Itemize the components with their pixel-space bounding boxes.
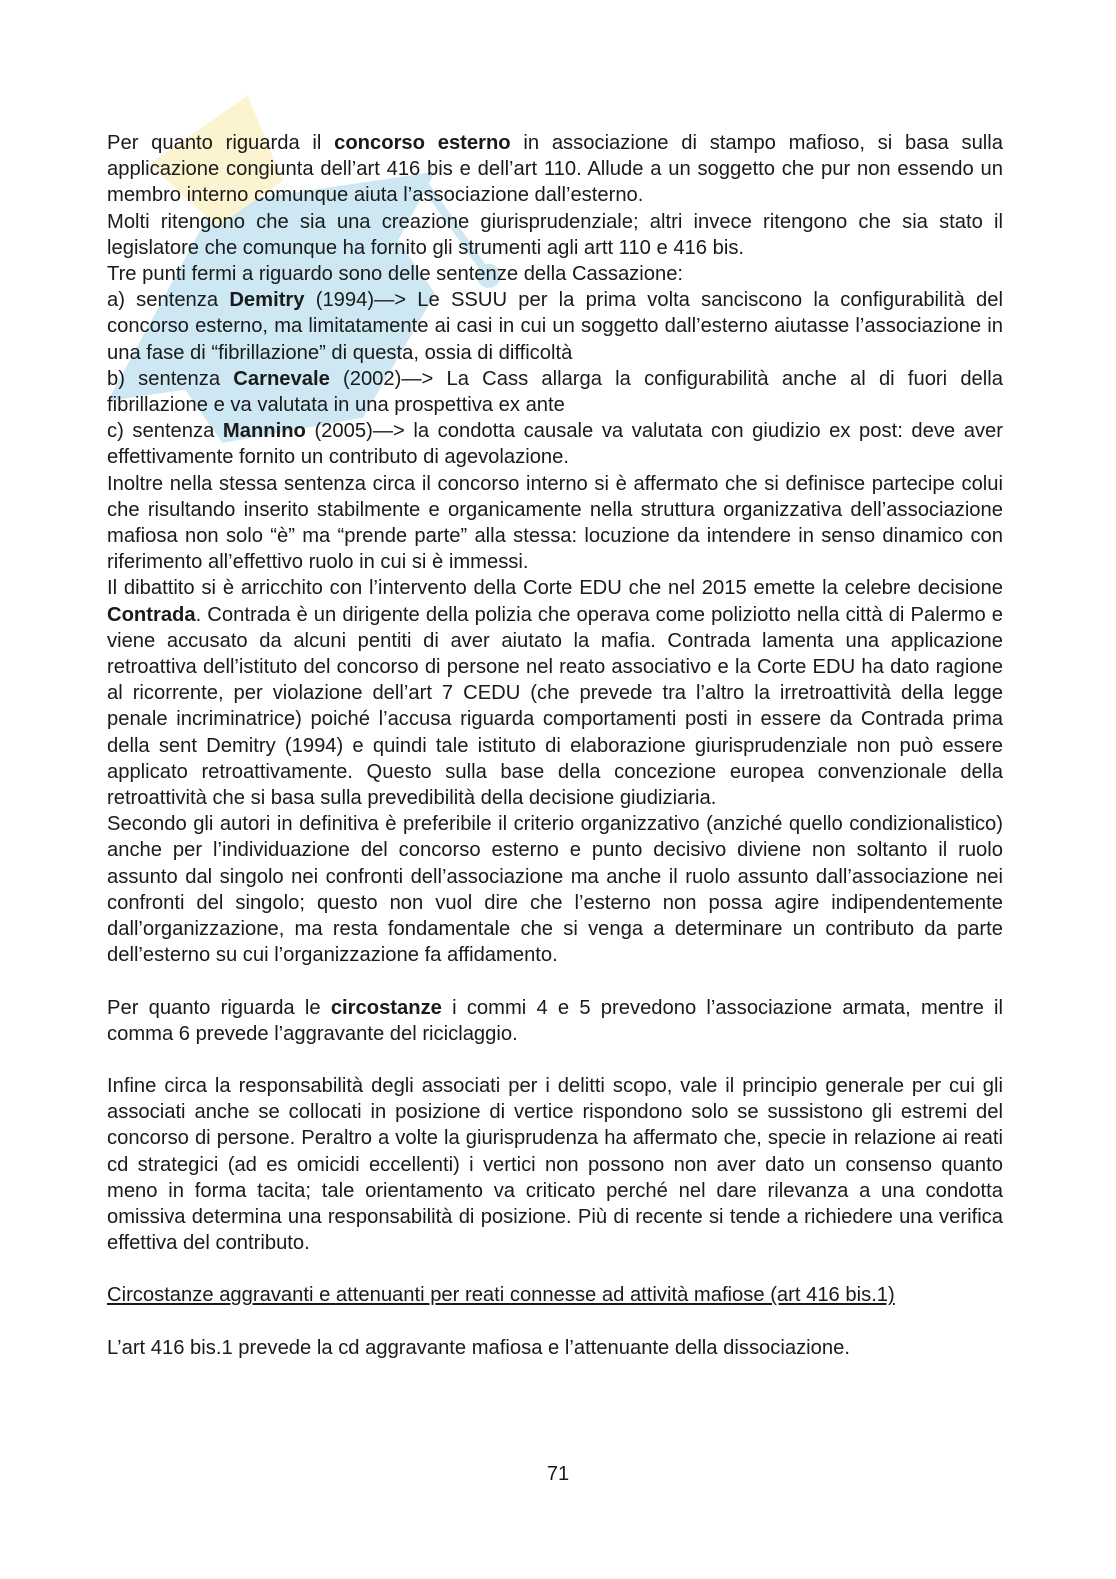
paragraph — [107, 366, 1003, 418]
bold-term: circostanze — [330, 996, 442, 1019]
text-run: Molti ritengono che sia una creazione giurisprudenziale; altri invece ritengono che sia stato il legislatore che comunque ha fornito gli strumenti agli artt 110 e 416 bis. — [107, 210, 1003, 259]
text-run: (2005)—> la condotta causale va valutata con giudizio ex post: deve aver effettivamente fornito un contributo di agevolazione. — [107, 420, 1004, 469]
text-run: (2002)—> La Cass allarga la configurabilità anche al di fuori della fibrillazione e va valutata in una prospettiva ex ante — [107, 367, 1003, 417]
bold-term: Carnevale — [233, 367, 330, 390]
section-subtitle: Circostanze aggravanti e attenuanti per reati connesse ad attività mafiose (art 416 bis.1) — [107, 1284, 895, 1307]
page-number: 71 — [546, 1463, 570, 1485]
paragraph-gap — [107, 1047, 1003, 1073]
text-run: Tre punti fermi a riguardo sono delle sentenze della Cassazione: — [107, 263, 684, 286]
text-run: i commi 4 e 5 prevedono l’associazione armata, mentre il comma 6 prevede l’aggravante del riciclaggio. — [107, 996, 1003, 1045]
paragraph — [107, 418, 1003, 470]
paragraph — [107, 575, 1003, 811]
text-run: (1994)—> Le SSUU per la prima volta sanciscono la configurabilità del concorso esterno, ma limitatamente ai casi in cui un soggetto dall’esterno aiutasse l’associazione in una fase di “fibrillazione” di questa, ossia di difficoltà — [107, 289, 1003, 364]
text-run: c) sentenza — [107, 420, 223, 443]
text-run: Per quanto riguarda il — [107, 132, 335, 154]
text-run: Secondo gli autori in definitiva è preferibile il criterio organizzativo (anziché quello condizionalistico) anche per l’individuazione del concorso esterno e punto decisivo diviene non soltanto il ruolo assunto dal singolo nei confronti dell’associazione ma anche il ruolo assunto dall’associazione nei confronti del singolo; questo non vuol dire che l’esterno non possa agire indipendentemente dall’organizzazione, ma resta fondamentale che si venga a determinare un contributo da parte dell’esterno su cui l’organizzazione fa affidamento. — [107, 813, 1003, 967]
document-body — [107, 130, 1003, 1361]
bold-term: concorso esterno — [334, 132, 511, 154]
paragraph-gap — [107, 1256, 1003, 1282]
paragraph — [107, 287, 1003, 366]
paragraph-gap — [107, 969, 1003, 995]
text-run: Per quanto riguarda le — [107, 996, 331, 1019]
paragraph — [107, 130, 1003, 209]
text-run: Inoltre nella stessa sentenza circa il concorso interno si è affermato che si definisce partecipe colui che risultando inserito stabilmente e organicamente nella struttura organizzativa dell’associazione mafiosa non solo “è” ma “prende parte” alla stessa: locuzione da intendere in senso dinamico con riferimento all’effettivo ruolo in cui si è immessi. — [107, 472, 1003, 574]
paragraph-gap — [107, 1309, 1003, 1335]
paragraph — [107, 1335, 1003, 1361]
paragraph — [107, 209, 1003, 261]
bold-term: Mannino — [222, 420, 306, 443]
bold-term: Demitry — [229, 289, 305, 312]
paragraph — [107, 995, 1003, 1047]
paragraph — [107, 471, 1003, 576]
paragraph — [107, 811, 1003, 968]
text-run: Infine circa la responsabilità degli associati per i delitti scopo, vale il principio generale per cui gli associati anche se collocati in posizione di vertice rispondono solo se sussistono gli estremi del concorso di persone. Peraltro a volte la giurisprudenza ha affermato che, specie in relazione ai reati cd strategici (ad es omicidi eccellenti) i vertici non possono non aver dato un consenso quanto meno in forma tacita; tale orientamento va criticato perché nel dare rilevanza a una condotta omissiva determina una responsabilità di posizione. Più di recente si tende a richiedere una verifica effettiva del contributo. — [107, 1074, 1003, 1255]
paragraph — [107, 261, 1003, 287]
text-run: in associazione di stampo mafioso, si basa sulla applicazione congiunta dell’art 416 bis e dell’art 110. Allude a un soggetto che pur non essendo un membro interno comunque aiuta l’associazione dall’esterno. — [107, 132, 1003, 207]
bold-term: Contrada — [107, 603, 196, 626]
paragraph — [107, 1073, 1003, 1256]
text-run: b) sentenza — [107, 367, 234, 390]
text-run: L’art 416 bis.1 prevede la cd aggravante mafiosa e l’attenuante della dissociazione. — [107, 1336, 850, 1359]
text-run: a) sentenza — [107, 289, 230, 312]
text-run: . Contrada è un dirigente della polizia che operava come poliziotto nella città di Palermo e viene accusato da alcuni pentiti di aver aiutato la mafia. Contrada lamenta una applicazione retroattiva dell’istituto del concorso di persone nel reato associativo e la Corte EDU ha dato ragione al ricorrente, per violazione dell’art 7 CEDU (che prevede tra l’altro la irretroattività della legge penale incriminatrice) poiché l’accusa riguarda comportamenti posti in essere da Contrada prima della sent Demitry (1994) e quindi tale istituto di elaborazione giurisprudenziale non può essere applicato retroattivamente. Questo sulla base della concezione europea convenzionale della retroattività che si basa sulla prevedibilità della decisione giudiziaria. — [107, 603, 1003, 810]
text-run: Il dibattito si è arricchito con l’intervento della Corte EDU che nel 2015 emette la celebre decisione — [107, 577, 1003, 600]
